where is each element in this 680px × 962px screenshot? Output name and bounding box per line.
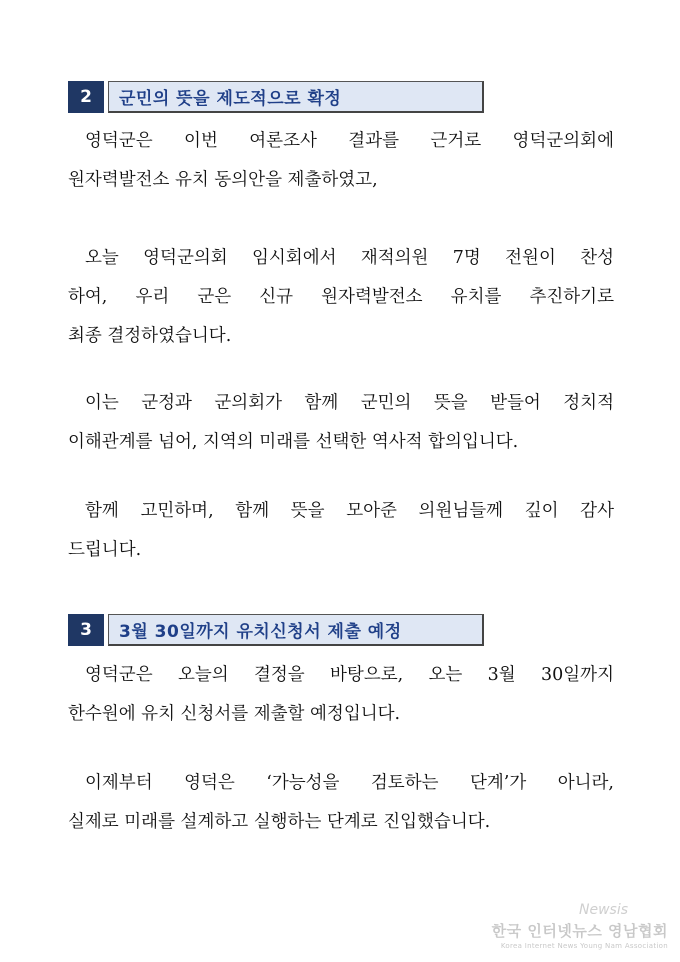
section-title: 3월 30일까지 유치신청서 제출 예정 bbox=[108, 614, 484, 646]
section-header-2 bbox=[68, 81, 484, 113]
paragraph-line: 실제로 미래를 설계하고 실행하는 단계로 진입했습니다. bbox=[68, 812, 491, 832]
paragraph-2 bbox=[68, 239, 614, 356]
paragraph-line: 원자력발전소 유치 동의안을 제출하였고, bbox=[68, 170, 378, 190]
paragraph-line: 최종 결정하였습니다. bbox=[68, 326, 232, 346]
paragraph-line: 영덕군은 이번 여론조사 결과를 근거로 영덕군의회에 bbox=[85, 131, 614, 151]
watermark-title: 한국 인터넷뉴스 영남협회 bbox=[491, 922, 668, 940]
paragraph-line: 함께 고민하며, 함께 뜻을 모아준 의원님들께 깊이 감사 bbox=[85, 501, 614, 521]
section-header-3 bbox=[68, 614, 484, 646]
watermark-logo: Newsis bbox=[578, 902, 628, 918]
paragraph-line: 이는 군정과 군의회가 함께 군민의 뜻을 받들어 정치적 bbox=[85, 393, 614, 413]
paragraph-1 bbox=[68, 122, 614, 200]
watermark-subtitle: Korea Internet News Young Nam Association bbox=[500, 942, 668, 950]
paragraph-4 bbox=[68, 492, 614, 570]
paragraph-line: 한수원에 유치 신청서를 제출할 예정입니다. bbox=[68, 704, 401, 724]
paragraph-line: 이제부터 영덕은 ‘가능성을 검토하는 단계’가 아니라, bbox=[85, 773, 614, 793]
section-number: 2 bbox=[68, 81, 104, 113]
watermark bbox=[492, 902, 668, 950]
paragraph-3 bbox=[68, 384, 614, 462]
section-number: 3 bbox=[68, 614, 104, 646]
paragraph-line: 이해관계를 넘어, 지역의 미래를 선택한 역사적 합의입니다. bbox=[68, 432, 519, 452]
paragraph-6 bbox=[68, 764, 614, 842]
paragraph-line: 영덕군은 오늘의 결정을 바탕으로, 오는 3월 30일까지 bbox=[85, 665, 614, 685]
paragraph-line: 오늘 영덕군의회 임시회에서 재적의원 7명 전원이 찬성 bbox=[85, 248, 614, 268]
paragraph-5 bbox=[68, 656, 614, 734]
paragraph-line: 하여, 우리 군은 신규 원자력발전소 유치를 추진하기로 bbox=[68, 287, 614, 307]
paragraph-line: 드립니다. bbox=[68, 540, 142, 560]
section-title: 군민의 뜻을 제도적으로 확정 bbox=[108, 81, 484, 113]
